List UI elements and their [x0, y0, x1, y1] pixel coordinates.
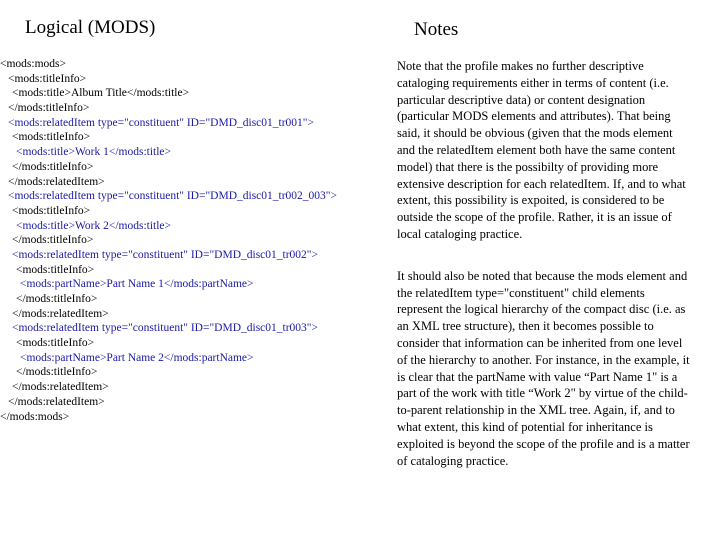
right-column-title: Notes	[414, 19, 459, 40]
code-line: <mods:relatedItem type="constituent" ID="DMD_disc01_tr002_003">	[8, 190, 337, 203]
left-column-title: Logical (MODS)	[25, 17, 156, 38]
code-line: </mods:titleInfo>	[8, 102, 90, 115]
code-line: <mods:mods>	[0, 58, 67, 70]
notes-paragraph-1: Note that the profile makes no further descriptive cataloging requirements either in terms of content (i.e. particular descriptive data) or content designation (particular MODS elements and attributes). That being said, it should be obvious (given that the mods element and the relatedItem element both have the same content model) that there is the possibilty of providing more extensive description for each relatedItem. If, and to what extent, this possibility is expoited, is considered to be outside the scope of the profile. Rather, it is an issue of local cataloging practice.	[397, 59, 686, 241]
code-line: <mods:title>Work 1</mods:title>	[16, 146, 172, 159]
code-line: <mods:relatedItem type="constituent" ID="DMD_disc01_tr002">	[12, 248, 318, 261]
code-line: </mods:mods>	[0, 410, 70, 423]
code-line: </mods:relatedItem>	[12, 381, 109, 394]
code-line: </mods:titleInfo>	[16, 293, 98, 305]
code-line: </mods:relatedItem>	[12, 307, 109, 320]
notes-paragraph-2: It should also be noted that because the mods element and the relatedItem type="constituent" child elements represent the logical hierarchy of the compact disc (i.e. as an XML tree structure), then it becomes possible to consider that information can be inherited from one level of the hierarchy to another. For instance, in the example, it is clear that the partName with value “Part Name 1" is a part of the work with title “Work 2" by virtue of the child-to-parent relationship in the XML tree. Again, if, and to what extent, this kind of potential for inheritance is exploited is beyond the scope of the profile and is a matter of cataloging practice.	[397, 268, 690, 468]
code-line: <mods:titleInfo>	[8, 72, 87, 85]
code-line: <mods:titleInfo>	[12, 131, 91, 144]
code-line: </mods:relatedItem>	[8, 175, 105, 188]
code-line: <mods:relatedItem type="constituent" ID="DMD_disc01_tr001">	[8, 116, 314, 129]
notes-column	[397, 58, 693, 469]
code-line: </mods:relatedItem>	[8, 395, 105, 408]
code-line: </mods:titleInfo>	[12, 160, 94, 173]
code-line: </mods:titleInfo>	[12, 234, 94, 247]
code-line: <mods:title>Album Title</mods:title>	[12, 87, 190, 100]
code-line: <mods:partName>Part Name 1</mods:partName>	[20, 278, 254, 291]
code-line: <mods:titleInfo>	[16, 263, 95, 276]
code-line: <mods:title>Work 2</mods:title>	[16, 219, 172, 232]
code-line: <mods:relatedItem type="constituent" ID="DMD_disc01_tr003">	[12, 322, 318, 335]
code-line: </mods:titleInfo>	[16, 366, 98, 379]
mods-code-listing	[0, 57, 390, 424]
code-line: <mods:titleInfo>	[12, 204, 91, 217]
code-line: <mods:titleInfo>	[16, 337, 95, 350]
code-line: <mods:partName>Part Name 2</mods:partName>	[20, 351, 254, 364]
